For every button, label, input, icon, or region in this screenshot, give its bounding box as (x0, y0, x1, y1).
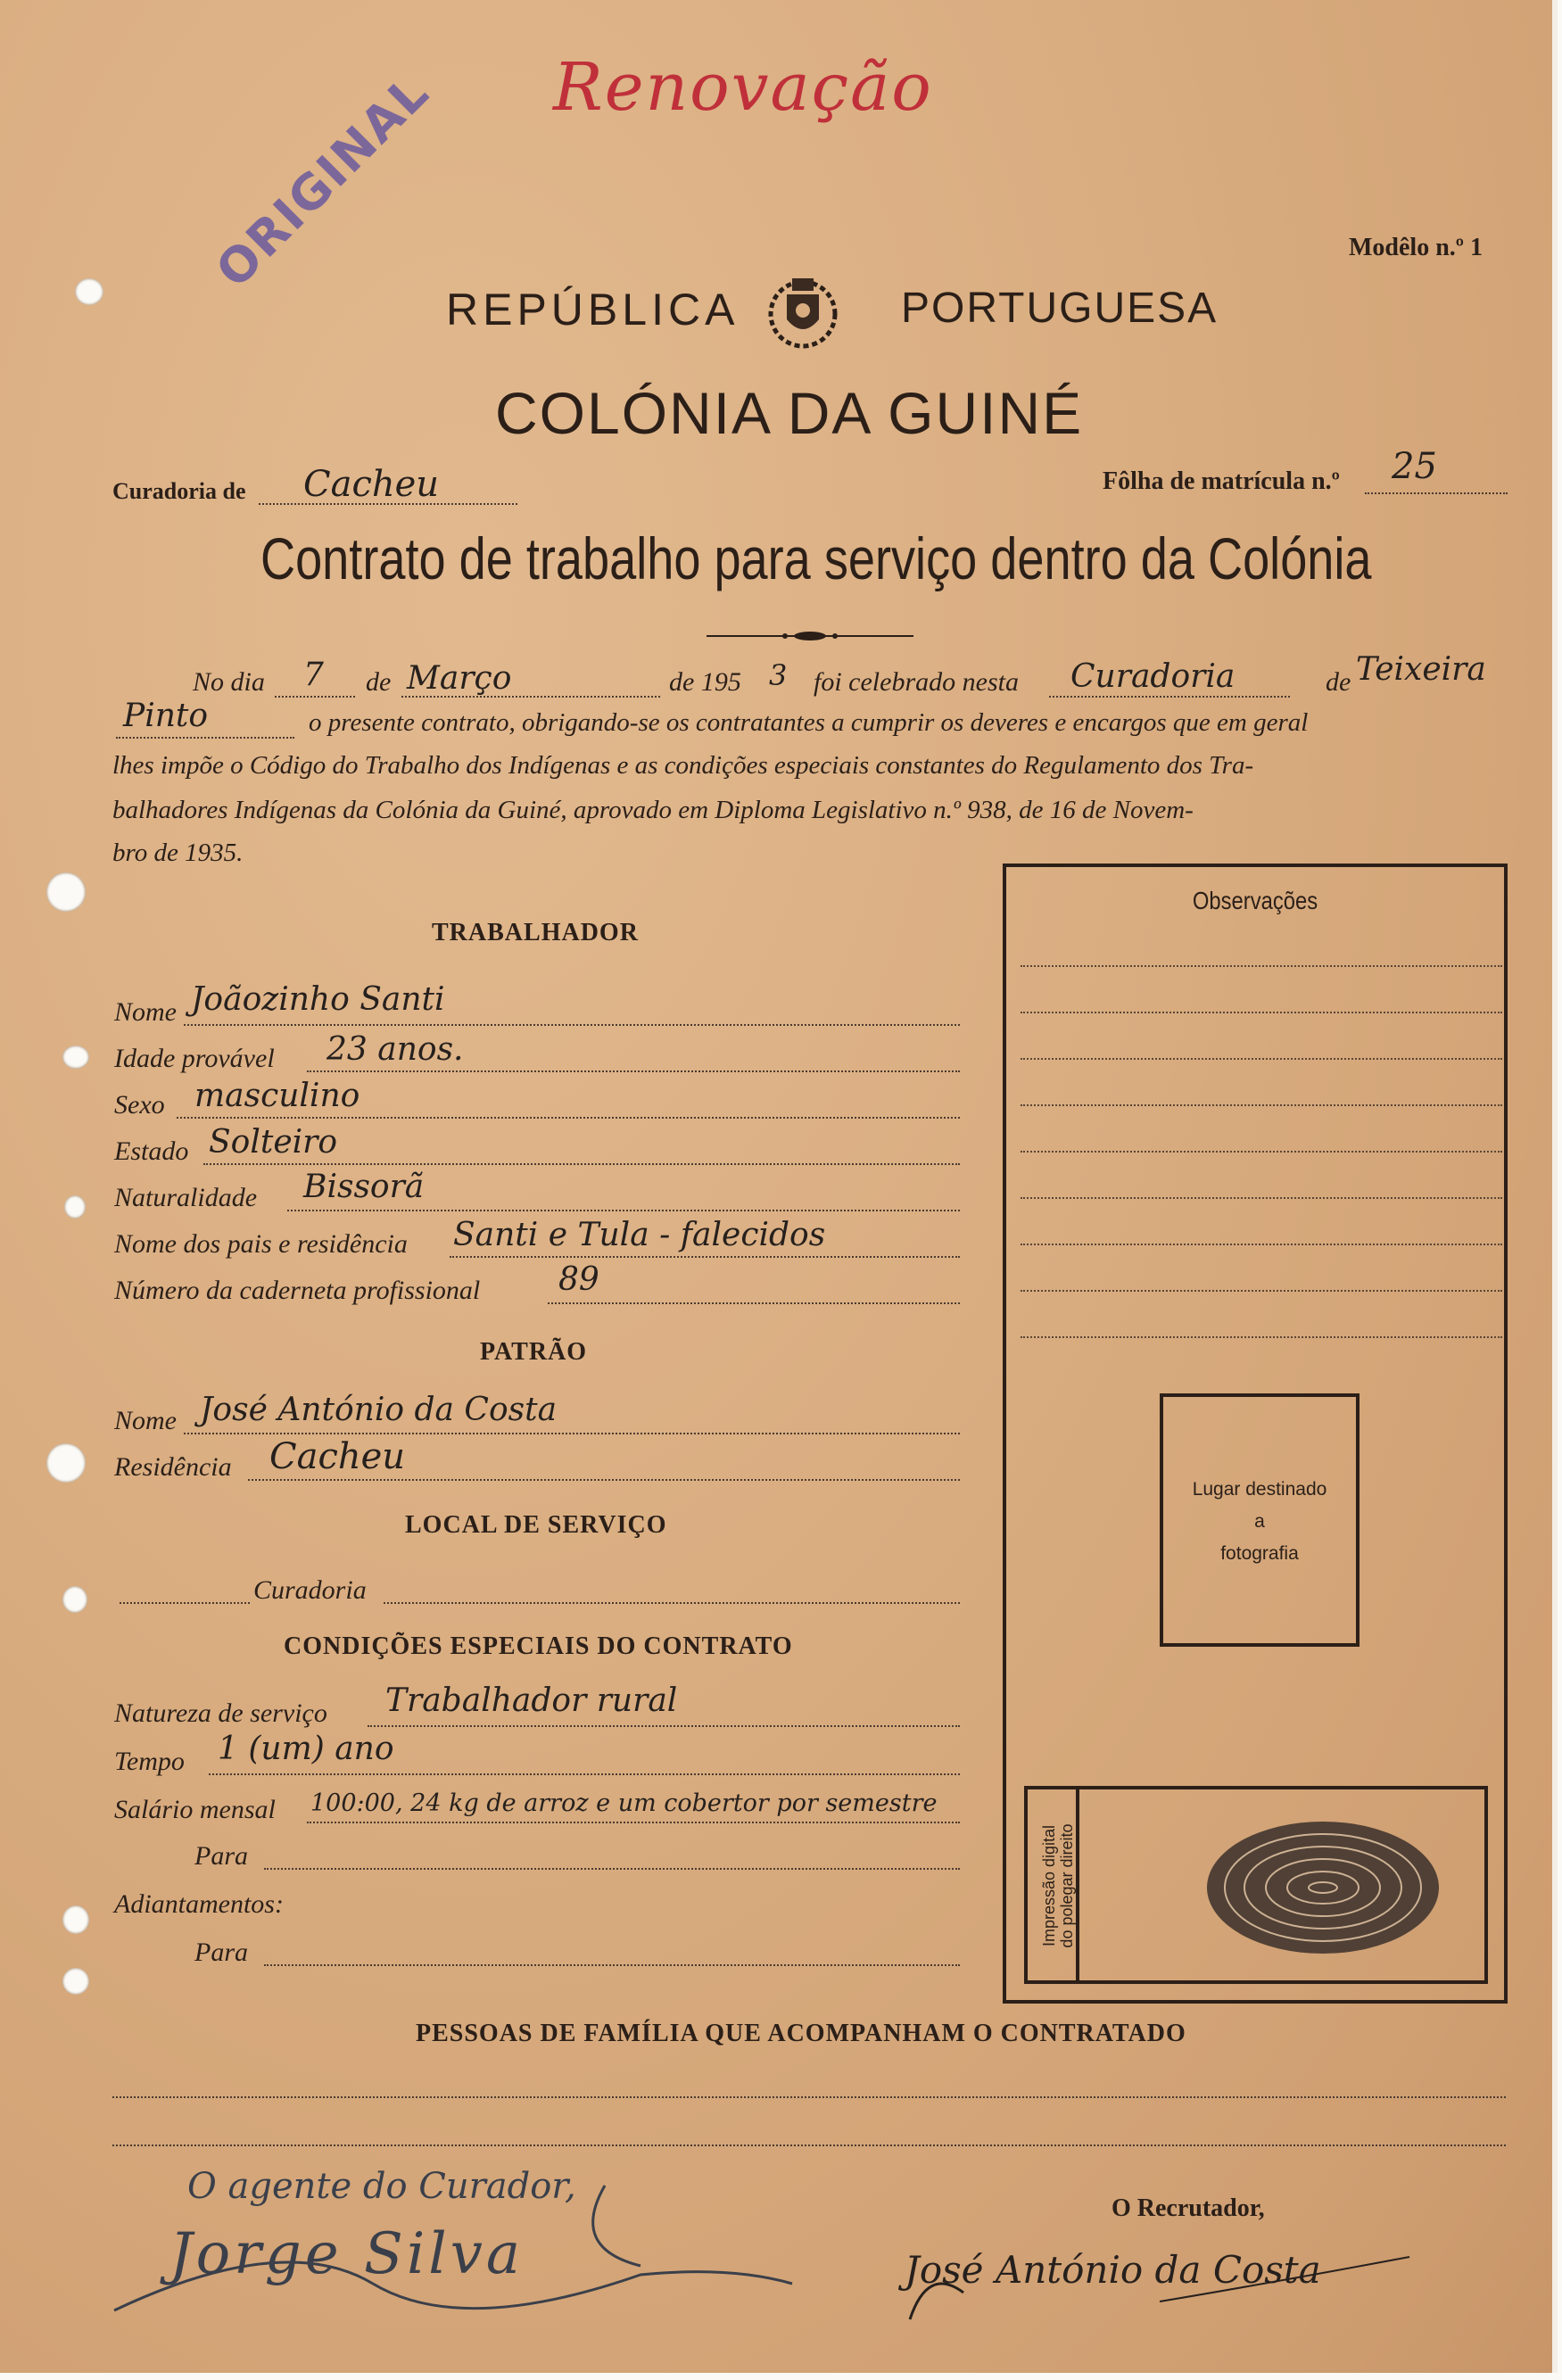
nome-value: Joãozinho Santi (191, 981, 445, 1018)
thumbprint-divider (1076, 1789, 1079, 1980)
punch-hole (46, 872, 86, 912)
caderneta-label: Número da caderneta profissional (114, 1276, 481, 1305)
patrao-nome-label: Nome (114, 1406, 177, 1435)
residencia-value: Cacheu (269, 1436, 406, 1477)
sexo-label: Sexo (114, 1090, 165, 1120)
familia-heading: PESSOAS DE FAMÍLIA QUE ACOMPANHAM O CONTRATADO (416, 2020, 1186, 2047)
tempo-label: Tempo (114, 1747, 185, 1776)
coat-of-arms-icon (758, 268, 847, 357)
condicoes-heading: CONDIÇÕES ESPECIAIS DO CONTRATO (284, 1632, 793, 1660)
paper-damage (62, 1905, 89, 1934)
local-curadoria-label: Curadoria (253, 1575, 367, 1605)
intro-year-digit: 3 (769, 658, 788, 692)
intro-place-type: Curadoria (1070, 658, 1236, 695)
renovacao-stamp: Renovação (553, 49, 933, 126)
paper-damage (62, 1968, 89, 1995)
intro-line3: balhadores Indígenas da Colónia da Guiné, aprovado em Diploma Legislativo n.º 938, de 16 de Novem- (112, 796, 1194, 824)
intro-line2: lhes impõe o Código do Trabalho dos Indígenas e as condições especiais constantes do Regulamento dos Tra- (112, 751, 1254, 780)
intro-de: de (366, 667, 392, 697)
idade-label: Idade provável (114, 1044, 275, 1073)
patrao-heading: PATRÃO (480, 1338, 588, 1366)
intro-no-dia: No dia (193, 667, 265, 697)
curadoria-value: Cacheu (303, 464, 440, 505)
para-label: Para (194, 1841, 248, 1871)
intro-place-name2: Pinto (123, 698, 209, 734)
patrao-nome-value: José António da Costa (200, 1392, 558, 1428)
original-stamp: ORIGINAL (205, 63, 441, 299)
thumbprint-caption-1: Impressão digital (1040, 1824, 1058, 1947)
thumbprint-caption-2: do polegar direito (1058, 1823, 1076, 1948)
paper-damage (75, 278, 103, 305)
agente-signature-flourish (105, 2177, 801, 2319)
adiantamentos-label: Adiantamentos: (114, 1889, 284, 1919)
intro-de2: de (1326, 667, 1351, 697)
photo-caption-1: Lugar destinado (1192, 1479, 1327, 1500)
recrutador-flourish (892, 2230, 1427, 2328)
punch-hole (46, 1443, 86, 1483)
pais-value: Santi e Tula - falecidos (453, 1217, 826, 1253)
estado-label: Estado (114, 1136, 189, 1166)
thumbprint-caption (1040, 1806, 1076, 1966)
modelo-number: Modêlo n.º 1 (1349, 234, 1483, 261)
photo-caption-2: a (1254, 1511, 1265, 1532)
naturalidade-value: Bissorã (303, 1169, 425, 1205)
estado-value: Solteiro (209, 1124, 338, 1161)
idade-value: 23 anos. (326, 1031, 464, 1068)
paper-damage (64, 1195, 86, 1219)
colonia-title: COLÓNIA DA GUINÉ (495, 380, 1084, 446)
intro-line4: bro de 1935. (112, 839, 244, 867)
trabalhador-heading: TRABALHADOR (432, 919, 639, 946)
pais-label: Nome dos pais e residência (114, 1229, 408, 1259)
recrutador-signature: José António da Costa (905, 2248, 1321, 2292)
agente-signature: Jorge Silva (169, 2221, 525, 2287)
curadoria-label: Curadoria de (112, 478, 246, 504)
republica-left: REPÚBLICA (446, 285, 740, 335)
republica-right: PORTUGUESA (901, 285, 1219, 332)
intro-de-year: de 195 (669, 667, 741, 697)
local-heading: LOCAL DE SERVIÇO (405, 1511, 667, 1539)
salario-label: Salário mensal (114, 1795, 276, 1824)
para2-label: Para (194, 1938, 248, 1967)
caderneta-value: 89 (558, 1261, 599, 1298)
intro-place-name: Teixeira (1356, 651, 1486, 688)
contract-title: Contrato de trabalho para serviço dentro da Colónia (260, 525, 1372, 591)
intro-foi-celebrado: foi celebrado nesta (814, 667, 1019, 697)
tempo-value: 1 (um) ano (218, 1731, 394, 1767)
folha-label: Fôlha de matrícula n.º (1103, 467, 1340, 495)
intro-line1: o presente contrato, obrigando-se os contratantes a cumprir os deveres e encargos que em geral (309, 708, 1309, 737)
ornament-divider (707, 630, 913, 642)
paper-damage (62, 1045, 89, 1069)
thumbprint-icon (1202, 1816, 1443, 1959)
residencia-label: Residência (114, 1452, 232, 1482)
observacoes-title: Observações (1192, 887, 1318, 914)
photo-caption (1163, 1474, 1356, 1570)
intro-month: Março (407, 660, 512, 697)
salario-value: 100:00, 24 kg de arroz e um cobertor por semestre (310, 1789, 938, 1817)
agente-text: O agente do Curador, (187, 2166, 576, 2207)
nome-label: Nome (114, 997, 177, 1027)
paper-damage (62, 1586, 87, 1613)
photo-caption-3: fotografia (1220, 1543, 1299, 1564)
naturalidade-label: Naturalidade (114, 1183, 258, 1212)
recrutador-label: O Recrutador, (1112, 2194, 1265, 2222)
folha-value: 25 (1392, 446, 1437, 487)
intro-day: 7 (303, 657, 324, 693)
sexo-value: masculino (194, 1078, 360, 1114)
natureza-label: Natureza de serviço (114, 1698, 327, 1728)
natureza-value: Trabalhador rural (385, 1682, 678, 1719)
